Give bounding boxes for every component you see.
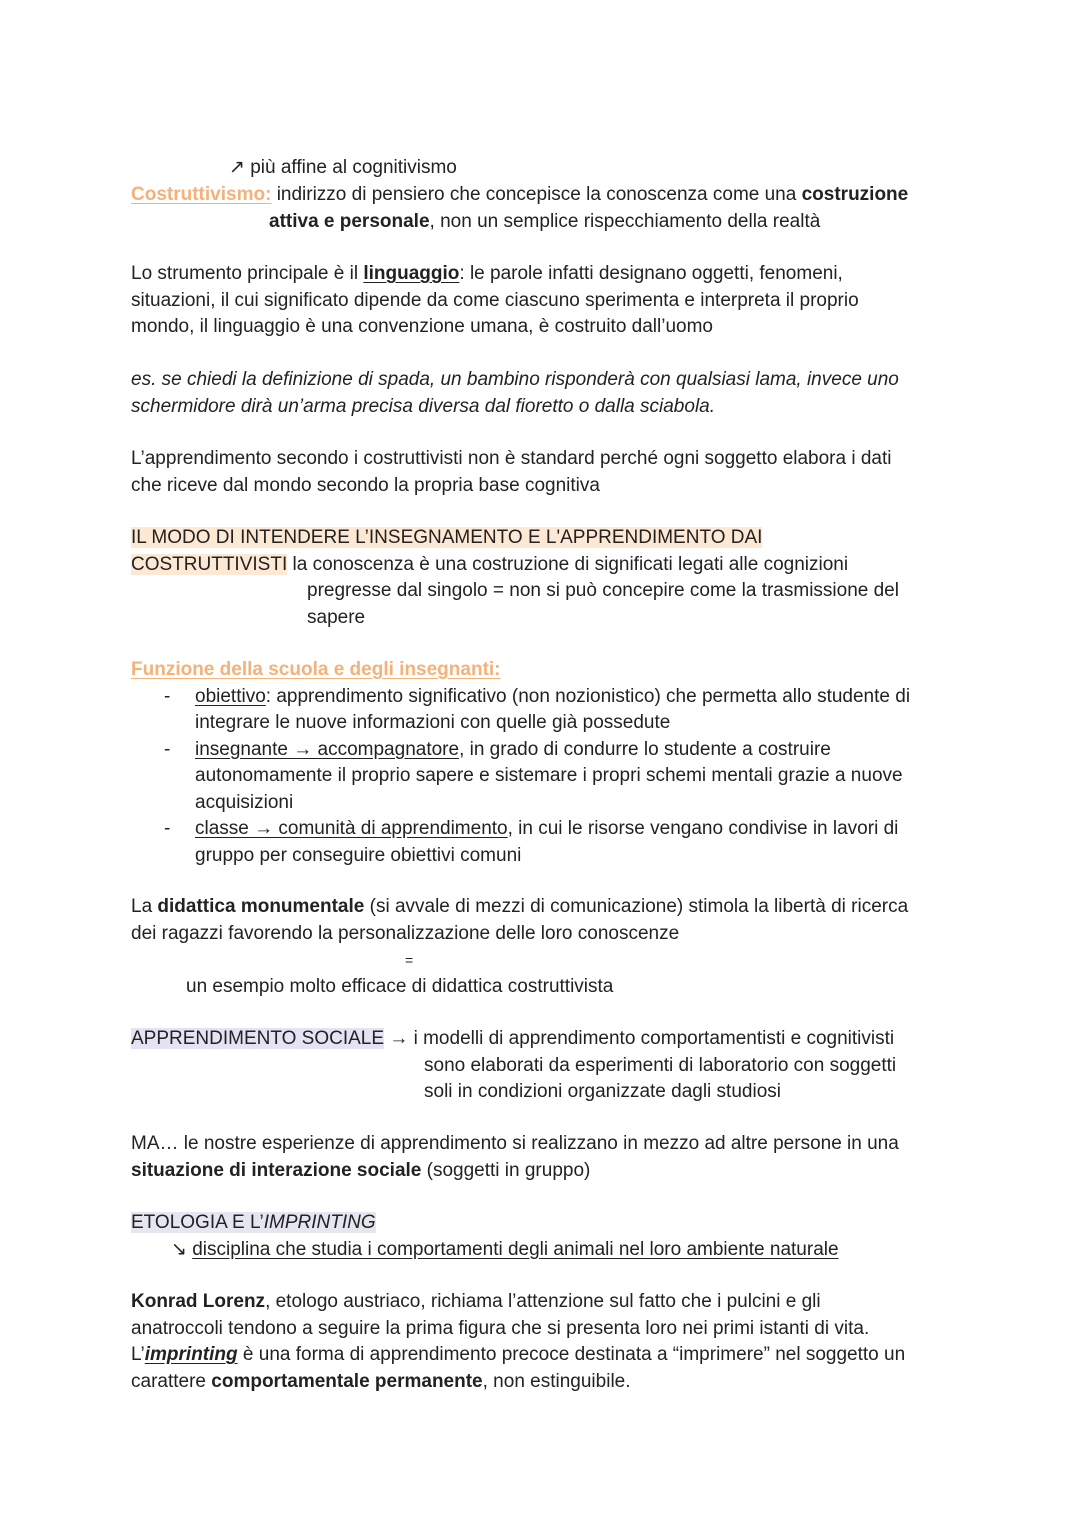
costruttivismo-def-part-b: costruzione (801, 184, 909, 205)
ma-line-1: MA… le nostre esperienze di apprendimento si realizzano in mezzo ad altre persone in una (131, 1133, 899, 1154)
didattica-key: didattica monumentale (157, 896, 365, 917)
costruttivismo-term: Costruttivismo: (131, 184, 272, 205)
didattica-pre: La (131, 896, 153, 917)
modo-text-3: sapere (307, 606, 366, 628)
ma-paragraph (131, 1131, 948, 1184)
modo-text-2: pregresse dal singolo = non si può concepire come la trasmissione del (307, 580, 899, 601)
arrow-up-right-icon: ↗ (229, 157, 245, 178)
list-item (131, 737, 948, 817)
didattica-equals: = (405, 952, 414, 968)
costruttivismo-def-part-d: , non un semplice rispecchiamento della realtà (429, 210, 821, 232)
funzione-item-text: , in grado di condurre lo studente a costruire (459, 738, 831, 760)
funzione-item-key: classe → comunità di apprendimento (195, 818, 508, 839)
linguaggio-line-1: : le parole infatti designano oggetti, fenomeni, (459, 263, 843, 284)
learning-line-2: che riceve dal mondo secondo la propria base cognitiva (131, 474, 600, 496)
learning-line-1: L’apprendimento secondo i costruttivisti non è standard perché ogni soggetto elabora i dati (131, 448, 892, 469)
list-item (131, 684, 948, 737)
sociale-text-3: soli in condizioni organizzate dagli studiosi (424, 1081, 781, 1102)
linguaggio-line-2: situazioni, il cui significato dipende da come ciascuno sperimenta e interpreta il proprio (131, 289, 859, 311)
funzione-title: Funzione della scuola e degli insegnanti: (131, 659, 501, 680)
list-item (131, 816, 948, 869)
modo-heading-line-2: COSTRUTTIVISTI (131, 553, 288, 575)
funzione-item-text: gruppo per conseguire obiettivi comuni (195, 844, 522, 866)
ma-line-2: (soggetti in gruppo) (426, 1159, 591, 1181)
funzione-item-text: autonomamente il proprio sapere e sistemare i propri schemi mentali grazie a nuove (195, 765, 903, 786)
lorenz-paragraph (131, 1289, 948, 1395)
example-line-1: es. se chiedi la definizione di spada, un bambino risponderà con qualsiasi lama, invece uno (131, 369, 899, 390)
linguaggio-pre: Lo strumento principale è il (131, 263, 359, 284)
linguaggio-key: linguaggio (363, 263, 460, 284)
funzione-item-key: obiettivo (195, 685, 266, 707)
intro-note (131, 155, 948, 182)
lorenz-line-4-pre: carattere (131, 1370, 206, 1392)
modo-text-1: la conoscenza è una costruzione di significati legati alle cognizioni (292, 553, 849, 575)
didattica-paragraph (131, 894, 948, 1000)
linguaggio-line-3: mondo, il linguaggio è una convenzione umana, è costruito dall’uomo (131, 316, 713, 337)
costruttivismo-def-part-c: attiva e personale (269, 210, 430, 232)
etologia-definition: disciplina che studia i comportamenti degli animali nel loro ambiente naturale (192, 1238, 839, 1260)
sociale-text-1: i modelli di apprendimento comportamentisti e cognitivisti (413, 1028, 895, 1049)
modo-heading-line-1: IL MODO DI INTENDERE L’INSEGNAMENTO E L'APPRENDIMENTO DAI (131, 527, 763, 548)
learning-paragraph (131, 446, 948, 499)
didattica-line-2: dei ragazzi favorendo la personalizzazione delle loro conoscenze (131, 922, 680, 944)
didattica-line-1: (si avvale di mezzi di comunicazione) stimola la libertà di ricerca (369, 896, 909, 917)
lorenz-line-4-key: comportamentale permanente (211, 1370, 483, 1392)
etologia-label-a: ETOLOGIA E L’ (131, 1212, 264, 1233)
etologia-label-b: IMPRINTING (263, 1212, 376, 1233)
etologia-label (131, 1212, 376, 1233)
costruttivismo-definition (131, 182, 948, 235)
ma-key: situazione di interazione sociale (131, 1159, 422, 1181)
lorenz-line-4: , non estinguibile. (482, 1370, 631, 1392)
lorenz-line-2: anatroccoli tendono a seguire la prima figura che si presenta loro nei primi istanti di vita. (131, 1317, 870, 1339)
lorenz-name: Konrad Lorenz (131, 1291, 266, 1312)
arrow-down-right-icon: ↘ (171, 1238, 187, 1260)
sociale-label: APPRENDIMENTO SOCIALE (131, 1028, 385, 1049)
funzione-item-text: : apprendimento significativo (non nozionistico) che permetta allo studente di (265, 685, 911, 707)
etologia-section (131, 1210, 948, 1263)
sociale-text-2: sono elaborati da esperimenti di laboratorio con soggetti (424, 1054, 897, 1076)
example-paragraph (131, 367, 948, 420)
didattica-line-3: un esempio molto efficace di didattica costruttivista (186, 975, 614, 997)
arrow-right-icon: → (389, 1028, 409, 1049)
lorenz-line-3: è una forma di apprendimento precoce destinata a “imprimere” nel soggetto un (242, 1344, 906, 1365)
intro-text: più affine al cognitivismo (250, 157, 457, 178)
linguaggio-paragraph (131, 261, 948, 341)
example-line-2: schermidore dirà un’arma precisa diversa dal fioretto o dalla sciabola. (131, 395, 716, 417)
funzione-item-text: integrare le nuove informazioni con quelle già possedute (195, 712, 671, 733)
costruttivismo-def-part-a: indirizzo di pensiero che concepisce la conoscenza come una (276, 184, 797, 205)
funzione-item-key: insegnante → accompagnatore (195, 738, 460, 760)
lorenz-line-1: , etologo austriaco, richiama l’attenzione sul fatto che i pulcini e gli (265, 1291, 821, 1312)
funzione-section (131, 657, 948, 869)
funzione-list (131, 684, 948, 870)
modo-section (131, 525, 948, 631)
funzione-item-text: , in cui le risorse vengano condivise in lavori di (507, 818, 899, 839)
lorenz-line-3-pre: L’ (131, 1344, 145, 1365)
sociale-section (131, 1026, 948, 1106)
funzione-item-text: acquisizioni (195, 791, 294, 813)
imprinting-key: imprinting (144, 1344, 238, 1365)
